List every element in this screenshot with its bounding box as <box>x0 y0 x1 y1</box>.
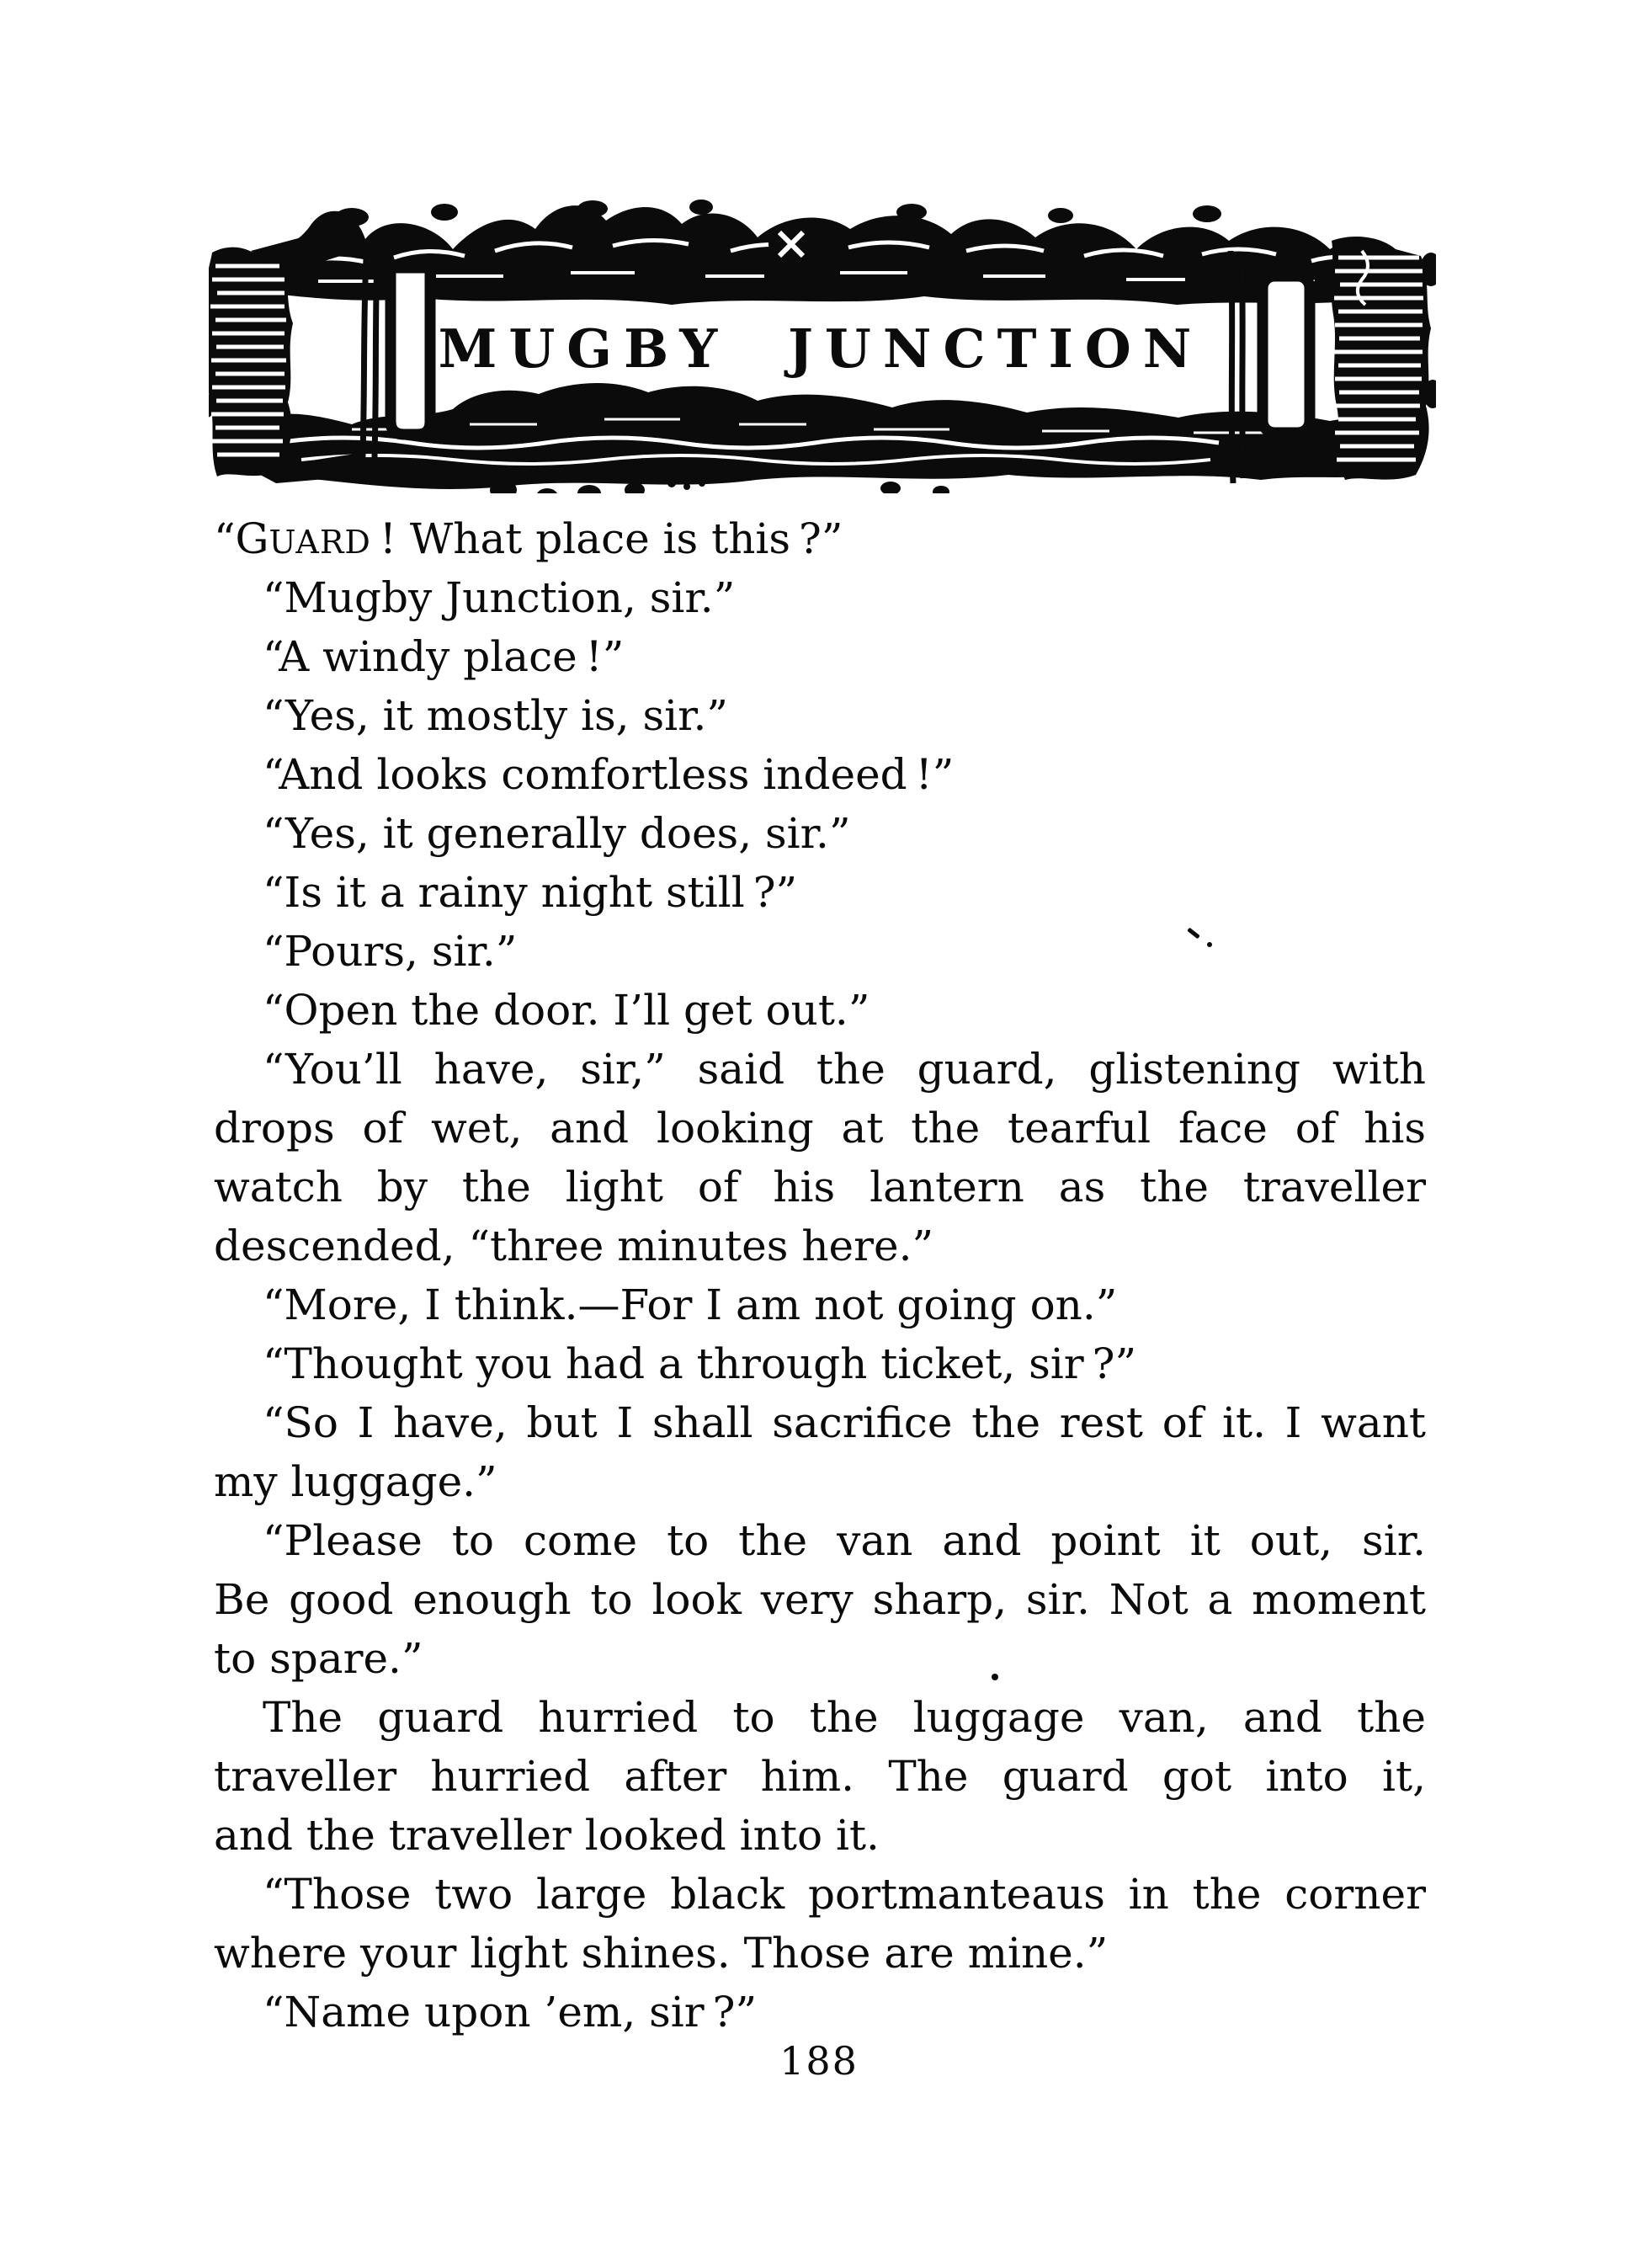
ink-speck <box>1207 942 1212 947</box>
text-line: “Mugby Junction, sir.” <box>263 573 736 622</box>
text-line: The guard hurried to the luggage van, and the <box>263 1693 1426 1742</box>
text-line: “Those two large black portmanteaus in the corner <box>263 1870 1426 1919</box>
text-line: Be good enough to look very sharp, sir. Not a moment <box>214 1575 1426 1624</box>
text-line: drops of wet, and looking at the tearful face of his <box>214 1104 1426 1153</box>
text-line: “Please to come to the van and point it out, sir. <box>263 1516 1426 1565</box>
line-rest: ! What place is this ?” <box>370 514 843 563</box>
text-line <box>214 509 1426 568</box>
text-line: “A windy place !” <box>263 632 625 681</box>
banner-woodcut-illustration <box>209 199 1436 493</box>
text-line: “Yes, it generally does, sir.” <box>263 809 851 858</box>
rosette-ornament <box>768 221 814 267</box>
banner-title: MUGBY JUNCTION <box>438 317 1204 380</box>
text-line: “More, I think.—For I am not going on.” <box>263 1280 1118 1329</box>
text-line: watch by the light of his lantern as the traveller <box>214 1163 1426 1211</box>
text-line: and the traveller looked into it. <box>214 1811 880 1860</box>
chapter-banner <box>209 199 1436 493</box>
text-line: “Name upon ’em, sir ?” <box>263 1988 758 2036</box>
page-number: 188 <box>779 2038 859 2084</box>
text-line: “Yes, it mostly is, sir.” <box>263 691 728 740</box>
open-quote-cap: “G <box>214 514 269 563</box>
text-line: “You’ll have, sir,” said the guard, glistening with <box>263 1045 1426 1094</box>
text-line: traveller hurried after him. The guard got into it, <box>214 1752 1426 1801</box>
text-line: “Is it a rainy night still ?” <box>263 868 798 917</box>
small-caps-guard: UARD <box>269 524 371 561</box>
text-line: where your light shines. Those are mine.” <box>214 1929 1109 1978</box>
text-line: “And looks comfortless indeed !” <box>263 750 955 799</box>
banner-right-end <box>1332 237 1436 480</box>
text-line: “So I have, but I shall sacrifice the rest of it. I want <box>263 1398 1426 1447</box>
text-line: “Pours, sir.” <box>263 927 518 976</box>
text-line: “Open the door. I’ll get out.” <box>263 986 870 1035</box>
ink-speck <box>992 1674 998 1680</box>
text-line: descended, “three minutes here.” <box>214 1222 934 1270</box>
text-line: “Thought you had a through ticket, sir ?” <box>263 1339 1137 1388</box>
body-text <box>214 509 1426 2042</box>
text-line: to spare.” <box>214 1634 423 1683</box>
text-line: my luggage.” <box>214 1457 497 1506</box>
